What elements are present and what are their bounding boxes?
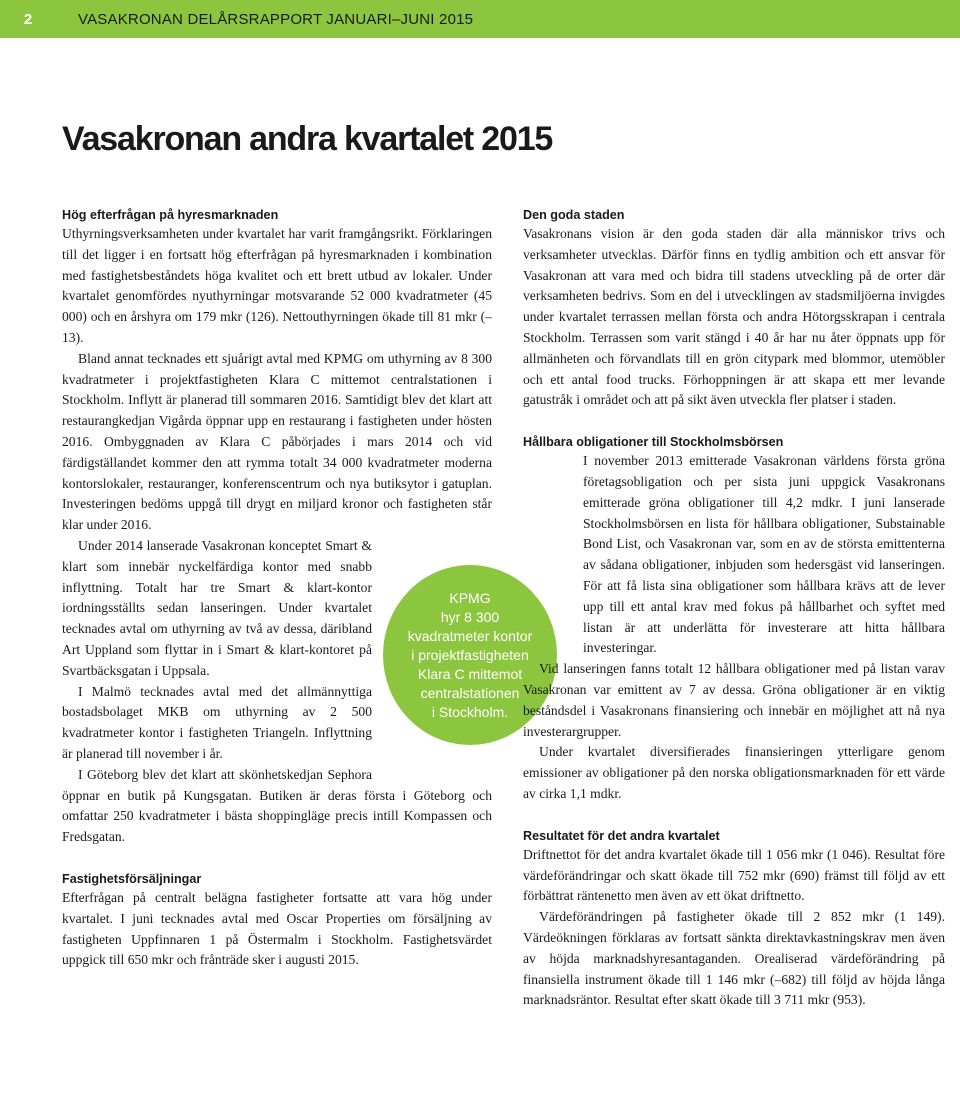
pullquote-line: KPMG bbox=[449, 589, 491, 606]
page-number: 2 bbox=[23, 10, 33, 28]
pullquote-line: centralstationen bbox=[420, 684, 520, 701]
paragraph: Efterfrågan på centralt belägna fastigheter fortsatte att vara hög under kvartalet. I juni tecknades avtal med Oscar Properties om försäljning av fastigheten Uppfinnaren 1 på Östermalm i Stockholm. Fastighetsvärdet uppgick till 650 mkr och frånträde sker i augusti 2015. bbox=[62, 889, 492, 968]
pullquote-space bbox=[523, 451, 583, 641]
spacer bbox=[523, 805, 945, 827]
running-title: VASAKRONAN DELÅRSRAPPORT JANUARI–JUNI 2015 bbox=[78, 10, 474, 28]
section-heading-resultatet: Resultatet för det andra kvartalet bbox=[523, 828, 720, 843]
spacer bbox=[62, 848, 492, 870]
pullquote-line: i Stockholm. bbox=[431, 703, 509, 720]
paragraph: I Malmö tecknades avtal med det allmännyttiga bostadsbolaget MKB om uthyrning av 2 500 kvadratmeter kontor i fastigheten Triangeln. Inflyttning är planerad till november i år. bbox=[62, 683, 372, 761]
section-heading-hallbara-obligationer: Hållbara obligationer till Stockholmsbörsen bbox=[523, 435, 784, 450]
paragraph: Uthyrningsverksamheten under kvartalet har varit framgångsrikt. Förklaringen till det ligger i en fortsatt hög efterfrågan på hyresmarknaden i kombination med fastighetsbeståndets höga kvalitet och ett brett utbud av lokaler. Under kvartalet genomfördes nyuthyrningar motsvarande 52 000 kvadratmeter (45 000) och en årshyra om 179 mkr (126). Nettouthyrningen ökade till 81 mkr (–13). bbox=[62, 226, 492, 345]
header-bar bbox=[0, 0, 960, 38]
pullquote-line: hyr 8 300 bbox=[440, 608, 500, 625]
paragraph: Driftnettot för det andra kvartalet ökade till 1 056 mkr (1 046). Resultat före värdeförändringar och skatt ökade till 752 mkr (690) främst till följd av ett förbättrat räntenetto men även av ett ökat driftnetto. bbox=[523, 846, 945, 904]
pullquote-line: i projektfastigheten bbox=[411, 646, 529, 663]
paragraph: Under 2014 lanserade Vasakronan konceptet Smart & klart som innebär nyckelfärdiga kontor med snabb inflyttning. Totalt har tre Smart & klart-kontor iordningsställts sedan lanseringen. Under kvartalet tecknades avtal om uthyrning av två av dessa, däribland Art Uppland som flyttar in i Smart & klart-kontoret på Svartbäcksgatan i Uppsala. bbox=[62, 537, 372, 678]
pullquote-line: Klara C mittemot bbox=[417, 665, 523, 682]
paragraph: Bland annat tecknades ett sjuårigt avtal med KPMG om uthyrning av 8 300 kvadratmeter i projektfastigheten Klara C mittemot centralstationen i Stockholm. Inflytt är planerad till sommaren 2016. Samtidigt blev det klart att restaurangkedjan Vigårda öppnar upp en restaurang i fastigheten under hösten 2016. Ombyggnaden av Klara C påbörjades i mars 2014 och vid färdigställandet kommer den att rymma totalt 34 000 kvadratmeter moderna kontorslokaler, restauranger, konferenscentrum och nya butiksytor i gatuplan. Investeringen bedöms uppgå till drygt en miljard kronor och fastigheten står klar under 2016. bbox=[62, 350, 492, 533]
pullquote-line: kvadratmeter kontor bbox=[407, 627, 533, 644]
paragraph: I Göteborg blev det klart att skönhetskedjan Sephora öppnar en butik på Kungsgatan. Butiken är deras första i Göteborg och omfattar 250 kvadratmeter i bästa shoppingläge precis intill Kompassen och Fredsgatan. bbox=[62, 766, 492, 845]
section-heading-fastighetsforsaljningar: Fastighetsförsäljningar bbox=[62, 871, 202, 886]
paragraph: Under kvartalet diversifierades finansieringen ytterligare genom emissioner av obligationer på den norska obligationsmarknaden för ett värde av cirka 1,1 mdkr. bbox=[523, 744, 945, 801]
section-heading-den-goda-staden: Den goda staden bbox=[523, 208, 625, 222]
spacer bbox=[523, 411, 945, 433]
paragraph: Vid lanseringen fanns totalt 12 hållbara obligationer med på listan varav Vasakronan var emittent av 7 av dessa. Gröna obligationer är en viktig beståndsdel i Vasakronans finansiering och innebär en möjlighet att nå nya investerargrupper. bbox=[523, 661, 945, 739]
paragraph: Vasakronans vision är den goda staden där alla människor trivs och verksamheter utvecklas. Därför finns en tydlig ambition och ett ansvar för Vasakronan att vara med och bidra till stadens utveckling på de orter där verksamheten bedrivs. Som en del i utvecklingen av stadsmiljöerna invigdes under kvartalet terrassen mellan första och andra Hötorgsskrapan i centrala Stockholm. Terrassen som varit stängd i 40 år har nu åter öppnats upp för allmänheten och förvandlats till en grön citypark med blommor, utemöbler och ett antal food trucks. Förhoppningen är att skapa ett mer levande gatustråk i området och att på sikt även utveckla fler platser i staden. bbox=[523, 226, 945, 408]
right-column bbox=[523, 206, 945, 1011]
paragraph: I november 2013 emitterade Vasakronan världens första gröna företagsobligation och per sista juni uppgick Vasakronans emitterade gröna obligationer till 4,2 mdkr. I juni lanserade Stockholmsbörsen en lista för hållbara obligationer, Substainable Bond List, och Vasakronan var, som en av de största emittenterna av sådana obligationer, inbjuden som hedersgäst vid lanseringen. För att få lista sina obligationer som hållbara krävs att de lever upp till ett antal krav med fokus på hållbarhet och syftet med listan är att underlätta för investerare att hitta hållbara investeringar. bbox=[583, 453, 945, 656]
section-heading-hyresmarknaden: Hög efterfrågan på hyresmarknaden bbox=[62, 208, 279, 222]
page-title: Vasakronan andra kvartalet 2015 bbox=[62, 120, 553, 158]
paragraph: Värdeförändringen på fastigheter ökade till 2 852 mkr (1 149). Värdeökningen förklaras av fortsatt sänkta direktavkastningskrav men även av höjda marknadshyresantaganden. Orealiserad värdeförändring på finansiella instrument ökade till 1 146 mkr (–682) till följd av höjda långa marknadsräntor. Resultat efter skatt ökade till 3 711 mkr (953). bbox=[523, 909, 945, 1008]
